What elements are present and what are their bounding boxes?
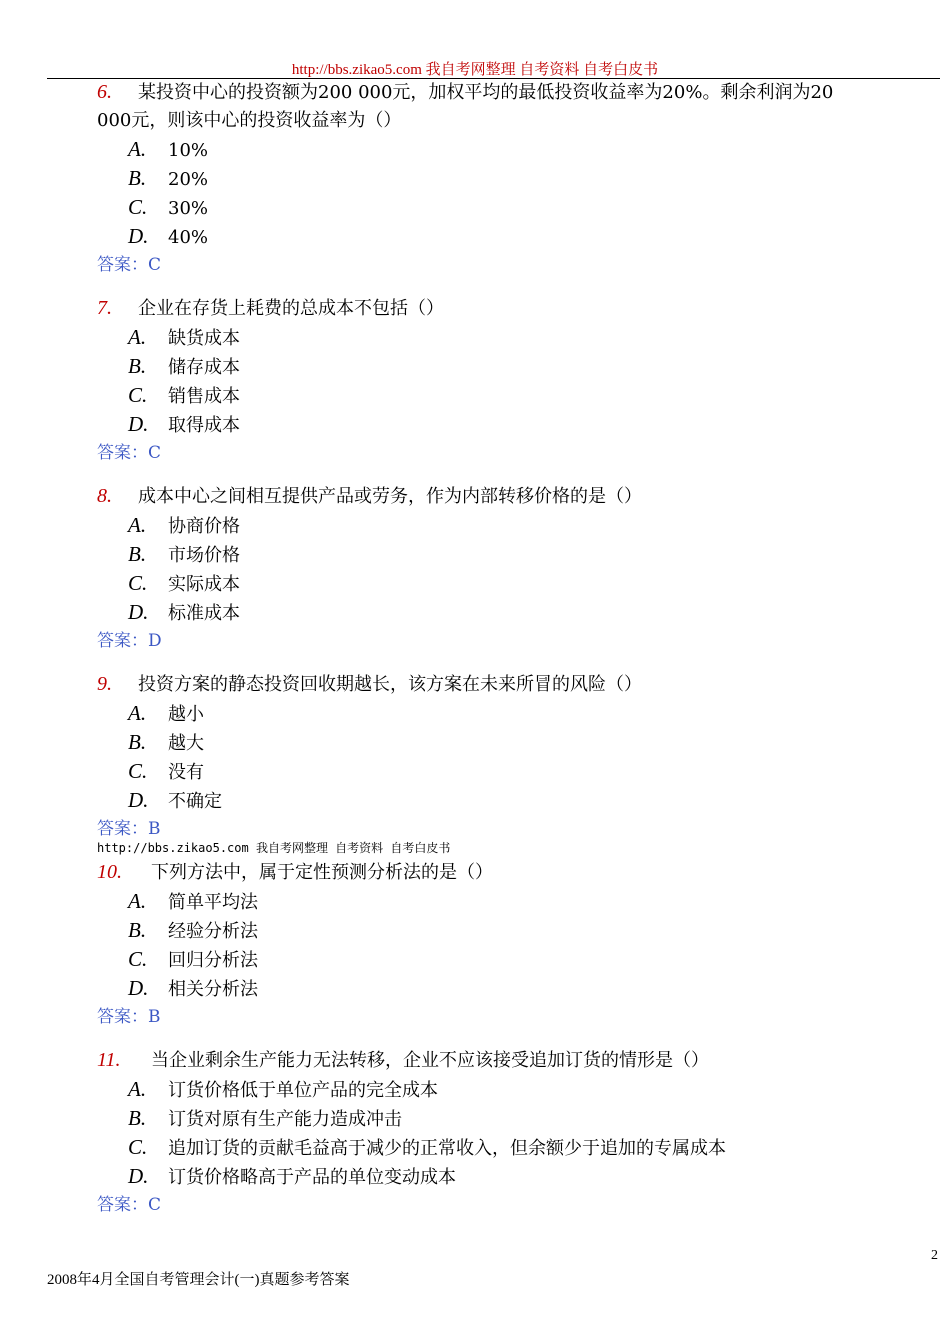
option-a <box>97 135 887 164</box>
option-letter: C. <box>128 571 148 595</box>
question-number: 6. <box>97 81 112 103</box>
question-number: 8. <box>97 485 112 507</box>
question-number: 11. <box>97 1049 121 1071</box>
option-letter: C. <box>128 947 148 971</box>
answer-label: 答案：C <box>97 255 162 275</box>
option-letter: D. <box>128 788 149 812</box>
option-letter: D. <box>128 1164 149 1188</box>
option-text: 储存成本 <box>168 357 240 378</box>
option-text: 20% <box>168 169 209 190</box>
answer-label: 答案：C <box>97 443 162 463</box>
option-letter: D. <box>128 224 149 248</box>
option-b <box>97 164 887 193</box>
question-10 <box>97 858 887 1031</box>
option-letter: A. <box>128 701 147 725</box>
question-8 <box>97 482 887 655</box>
answer-label: 答案：D <box>97 631 162 651</box>
question-text: 成本中心之间相互提供产品或劳务，作为内部转移价格的是（） <box>138 486 642 507</box>
option-d <box>97 410 887 439</box>
option-text: 回归分析法 <box>168 950 258 971</box>
option-text: 订货价格低于单位产品的完全成本 <box>168 1080 438 1101</box>
question-stem <box>97 78 887 107</box>
answer-label: 答案：B <box>97 1007 161 1027</box>
option-text: 40% <box>168 227 209 248</box>
option-text: 追加订货的贡献毛益高于减少的正常收入，但余额少于追加的专属成本 <box>168 1138 726 1159</box>
option-text: 标准成本 <box>168 603 240 624</box>
option-letter: B. <box>128 542 147 566</box>
option-b <box>97 728 887 757</box>
option-a <box>97 323 887 352</box>
option-a <box>97 699 887 728</box>
option-b <box>97 540 887 569</box>
option-letter: C. <box>128 383 148 407</box>
question-stem <box>97 482 887 511</box>
option-letter: A. <box>128 513 147 537</box>
option-text: 缺货成本 <box>168 328 240 349</box>
option-text: 经验分析法 <box>168 921 258 942</box>
question-number: 10. <box>97 861 122 883</box>
option-c <box>97 757 887 786</box>
options-list <box>97 1075 887 1191</box>
option-d <box>97 974 887 1003</box>
option-a <box>97 887 887 916</box>
options-list <box>97 323 887 439</box>
option-c <box>97 193 887 222</box>
option-text: 越小 <box>168 704 204 725</box>
question-text: 下列方法中，属于定性预测分析法的是（） <box>151 862 493 883</box>
question-11 <box>97 1046 887 1219</box>
option-text: 30% <box>168 198 209 219</box>
option-c <box>97 381 887 410</box>
option-a <box>97 511 887 540</box>
option-letter: A. <box>128 889 147 913</box>
question-number: 7. <box>97 297 112 319</box>
option-letter: B. <box>128 166 147 190</box>
option-letter: D. <box>128 412 149 436</box>
question-6 <box>97 78 887 279</box>
option-letter: B. <box>128 354 147 378</box>
option-d <box>97 598 887 627</box>
option-text: 没有 <box>168 762 204 783</box>
option-text: 10% <box>168 140 209 161</box>
option-c <box>97 569 887 598</box>
option-letter: C. <box>128 759 148 783</box>
question-text: 企业在存货上耗费的总成本不包括（） <box>138 298 444 319</box>
question-text: 某投资中心的投资额为200 000元，加权平均的最低投资收益率为20%。剩余利润为20 <box>138 82 834 103</box>
option-text: 相关分析法 <box>168 979 258 1000</box>
option-d <box>97 1162 887 1191</box>
option-a <box>97 1075 887 1104</box>
inline-watermark: http://bbs.zikao5.com 我自考网整理 自考资料 自考白皮书 <box>97 841 451 855</box>
option-letter: C. <box>128 1135 148 1159</box>
option-letter: B. <box>128 1106 147 1130</box>
page-header: http://bbs.zikao5.com 我自考网整理 自考资料 自考白皮书 <box>291 62 659 78</box>
option-text: 协商价格 <box>168 516 240 537</box>
options-list <box>97 135 887 251</box>
options-list <box>97 699 887 815</box>
option-letter: C. <box>128 195 148 219</box>
answer-label: 答案：C <box>97 1195 162 1215</box>
option-letter: D. <box>128 976 149 1000</box>
page-footer: 2008年4月全国自考管理会计(一)真题参考答案 <box>47 1272 350 1288</box>
question-number: 9. <box>97 673 112 695</box>
option-text: 不确定 <box>168 791 222 812</box>
option-text: 简单平均法 <box>168 892 258 913</box>
options-list <box>97 887 887 1003</box>
option-b <box>97 1104 887 1133</box>
option-text: 市场价格 <box>168 545 240 566</box>
option-letter: A. <box>128 137 147 161</box>
option-letter: A. <box>128 1077 147 1101</box>
page-number: 2 <box>931 1248 938 1263</box>
option-text: 订货价格略高于产品的单位变动成本 <box>168 1167 456 1188</box>
option-letter: B. <box>128 730 147 754</box>
option-letter: D. <box>128 600 149 624</box>
answer-label: 答案：B <box>97 819 161 839</box>
option-c <box>97 1133 887 1162</box>
option-letter: A. <box>128 325 147 349</box>
question-text-continued: 000元，则该中心的投资收益率为（） <box>97 110 402 131</box>
question-text: 投资方案的静态投资回收期越长，该方案在未来所冒的风险（） <box>138 674 642 695</box>
option-d <box>97 786 887 815</box>
option-b <box>97 916 887 945</box>
question-stem <box>97 1046 887 1075</box>
option-text: 订货对原有生产能力造成冲击 <box>168 1109 402 1130</box>
question-text: 当企业剩余生产能力无法转移，企业不应该接受追加订货的情形是（） <box>151 1050 709 1071</box>
option-text: 越大 <box>168 733 204 754</box>
question-7 <box>97 294 887 467</box>
option-c <box>97 945 887 974</box>
options-list <box>97 511 887 627</box>
question-9 <box>97 670 887 843</box>
option-text: 实际成本 <box>168 574 240 595</box>
option-letter: B. <box>128 918 147 942</box>
option-b <box>97 352 887 381</box>
question-stem <box>97 670 887 699</box>
option-text: 销售成本 <box>168 386 240 407</box>
question-stem <box>97 294 887 323</box>
option-text: 取得成本 <box>168 415 240 436</box>
question-stem <box>97 858 887 887</box>
option-d <box>97 222 887 251</box>
